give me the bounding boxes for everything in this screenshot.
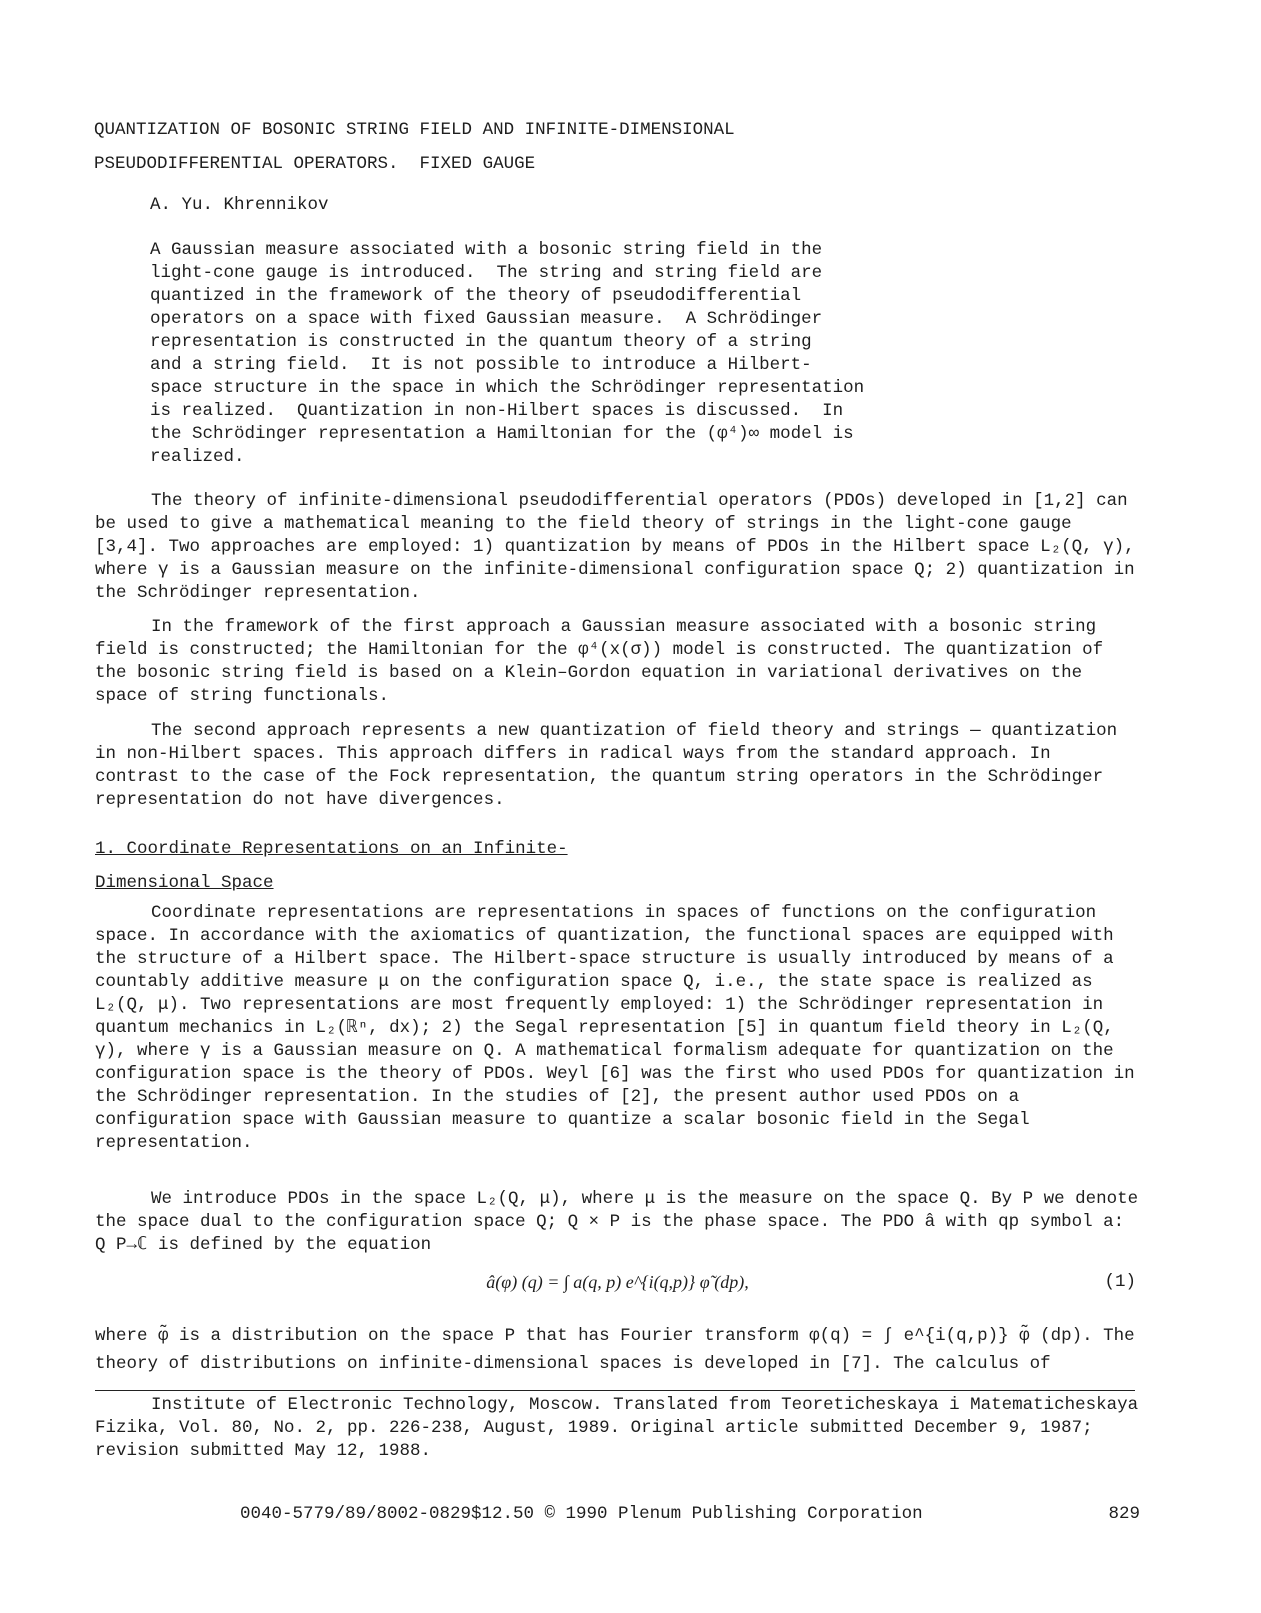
abstract-line: is realized. Quantization in non-Hilbert spaces is discussed. In [150, 401, 844, 421]
abstract-line: the Schrödinger representation a Hamiltonian for the (φ⁴)∞ model is [150, 424, 854, 444]
intro-paragraph: The second approach represents a new quantization of field theory and strings — quantization in non-Hilbert spaces. This approach differs in radical ways from the standard approach. In contrast to the case of the Fock representation, the quantum string operators in the Schrödinger representation do not have divergences. [95, 721, 1118, 810]
title-line: PSEUDODIFFERENTIAL OPERATORS. FIXED GAUGE [94, 154, 536, 174]
abstract-line: and a string field. It is not possible to introduce a Hilbert- [150, 355, 812, 375]
abstract-line: space structure in the space in which the Schrödinger representation [150, 378, 865, 398]
abstract-line: representation is constructed in the quantum theory of a string [150, 332, 812, 352]
abstract-line: realized. [150, 447, 245, 467]
abstract-line: operators on a space with fixed Gaussian measure. A Schrödinger [150, 309, 823, 329]
footnote-divider [95, 1390, 1135, 1391]
paper-title [94, 113, 1134, 181]
section-heading-line: 1. Coordinate Representations on an Infinite- [95, 839, 568, 859]
copyright-line: 0040-5779/89/8002-0829$12.50 © 1990 Plenum Publishing Corporation [240, 1504, 923, 1524]
equation-formula: â(φ) (q) = ∫ a(q, p) e^{i(q,p)} φ̃ (dp), [486, 1272, 749, 1292]
title-line: QUANTIZATION OF BOSONIC STRING FIELD AND INFINITE-DIMENSIONAL [94, 120, 735, 140]
section-paragraph: Coordinate representations are representations in spaces of functions on the configuration space. In accordance with the axiomatics of quantization, the functional spaces are equipped with the structure of a Hilbert space. The Hilbert-space structure is usually introduced by means of a countably additive measure μ on the configuration space Q, i.e., the state space is realized as L₂(Q, μ). Two representations are most frequently employed: 1) the Schrödinger representation in quantum mechanics in L₂(ℝⁿ, dx); 2) the Segal representation [5] in quantum field theory in L₂(Q, γ), where γ is a Gaussian measure on Q. A mathematical formalism adequate for quantization on the configuration space is the theory of PDOs. Weyl [6] was the first who used PDOs for quantization in the Schrödinger representation. In the studies of [2], the present author used PDOs on a configuration space with Gaussian measure to quantize a scalar bosonic field in the Segal representation. [95, 903, 1135, 1153]
section-heading [95, 832, 568, 900]
page-footer [240, 1504, 1140, 1524]
equation-number: (1) [1104, 1272, 1136, 1292]
page-number: 829 [1108, 1504, 1140, 1524]
abstract-line: light-cone gauge is introduced. The string and string field are [150, 263, 823, 283]
author-name: A. Yu. Khrennikov [150, 195, 329, 215]
abstract-line: A Gaussian measure associated with a bosonic string field in the [150, 240, 823, 260]
footnote: Institute of Electronic Technology, Moscow. Translated from Teoreticheskaya i Matematicheskaya Fizika, Vol. 80, No. 2, pp. 226-238, August, 1989. Original article submitted December 9, 1987; revision submitted May 12, 1988. [95, 1395, 1139, 1461]
section-paragraph: We introduce PDOs in the space L₂(Q, μ), where μ is the measure on the space Q. By P we denote the space dual to the configuration space Q; Q × P is the phase space. The PDO â with qp symbol a: Q P→ℂ is defined by the equation [95, 1189, 1139, 1255]
intro-paragraph: The theory of infinite-dimensional pseudodifferential operators (PDOs) developed in [1,2] can be used to give a mathematical meaning to the field theory of strings in the light-cone gauge [3,4]. Two approaches are employed: 1) quantization by means of PDOs in the Hilbert space L₂(Q, γ), where γ is a Gaussian measure on the infinite-dimensional configuration space Q; 2) quantization in the Schrödinger representation. [95, 491, 1135, 603]
after-equation-paragraph: where φ̃ is a distribution on the space P that has Fourier transform φ(q) = ∫ e^{i(q,p)} φ̃ (dp). The theory of distributions on infinite-dimensional spaces is developed in [7]. The calculus of [95, 1326, 1135, 1374]
equation-1 [95, 1272, 1140, 1306]
abstract-line: quantized in the framework of the theory of pseudodifferential [150, 286, 802, 306]
section-heading-line: Dimensional Space [95, 873, 274, 893]
abstract [150, 239, 940, 469]
intro-paragraph: In the framework of the first approach a Gaussian measure associated with a bosonic string field is constructed; the Hamiltonian for the φ⁴(x(σ)) model is constructed. The quantization of the bosonic string field is based on a Klein–Gordon equation in variational derivatives on the space of string functionals. [95, 617, 1104, 706]
